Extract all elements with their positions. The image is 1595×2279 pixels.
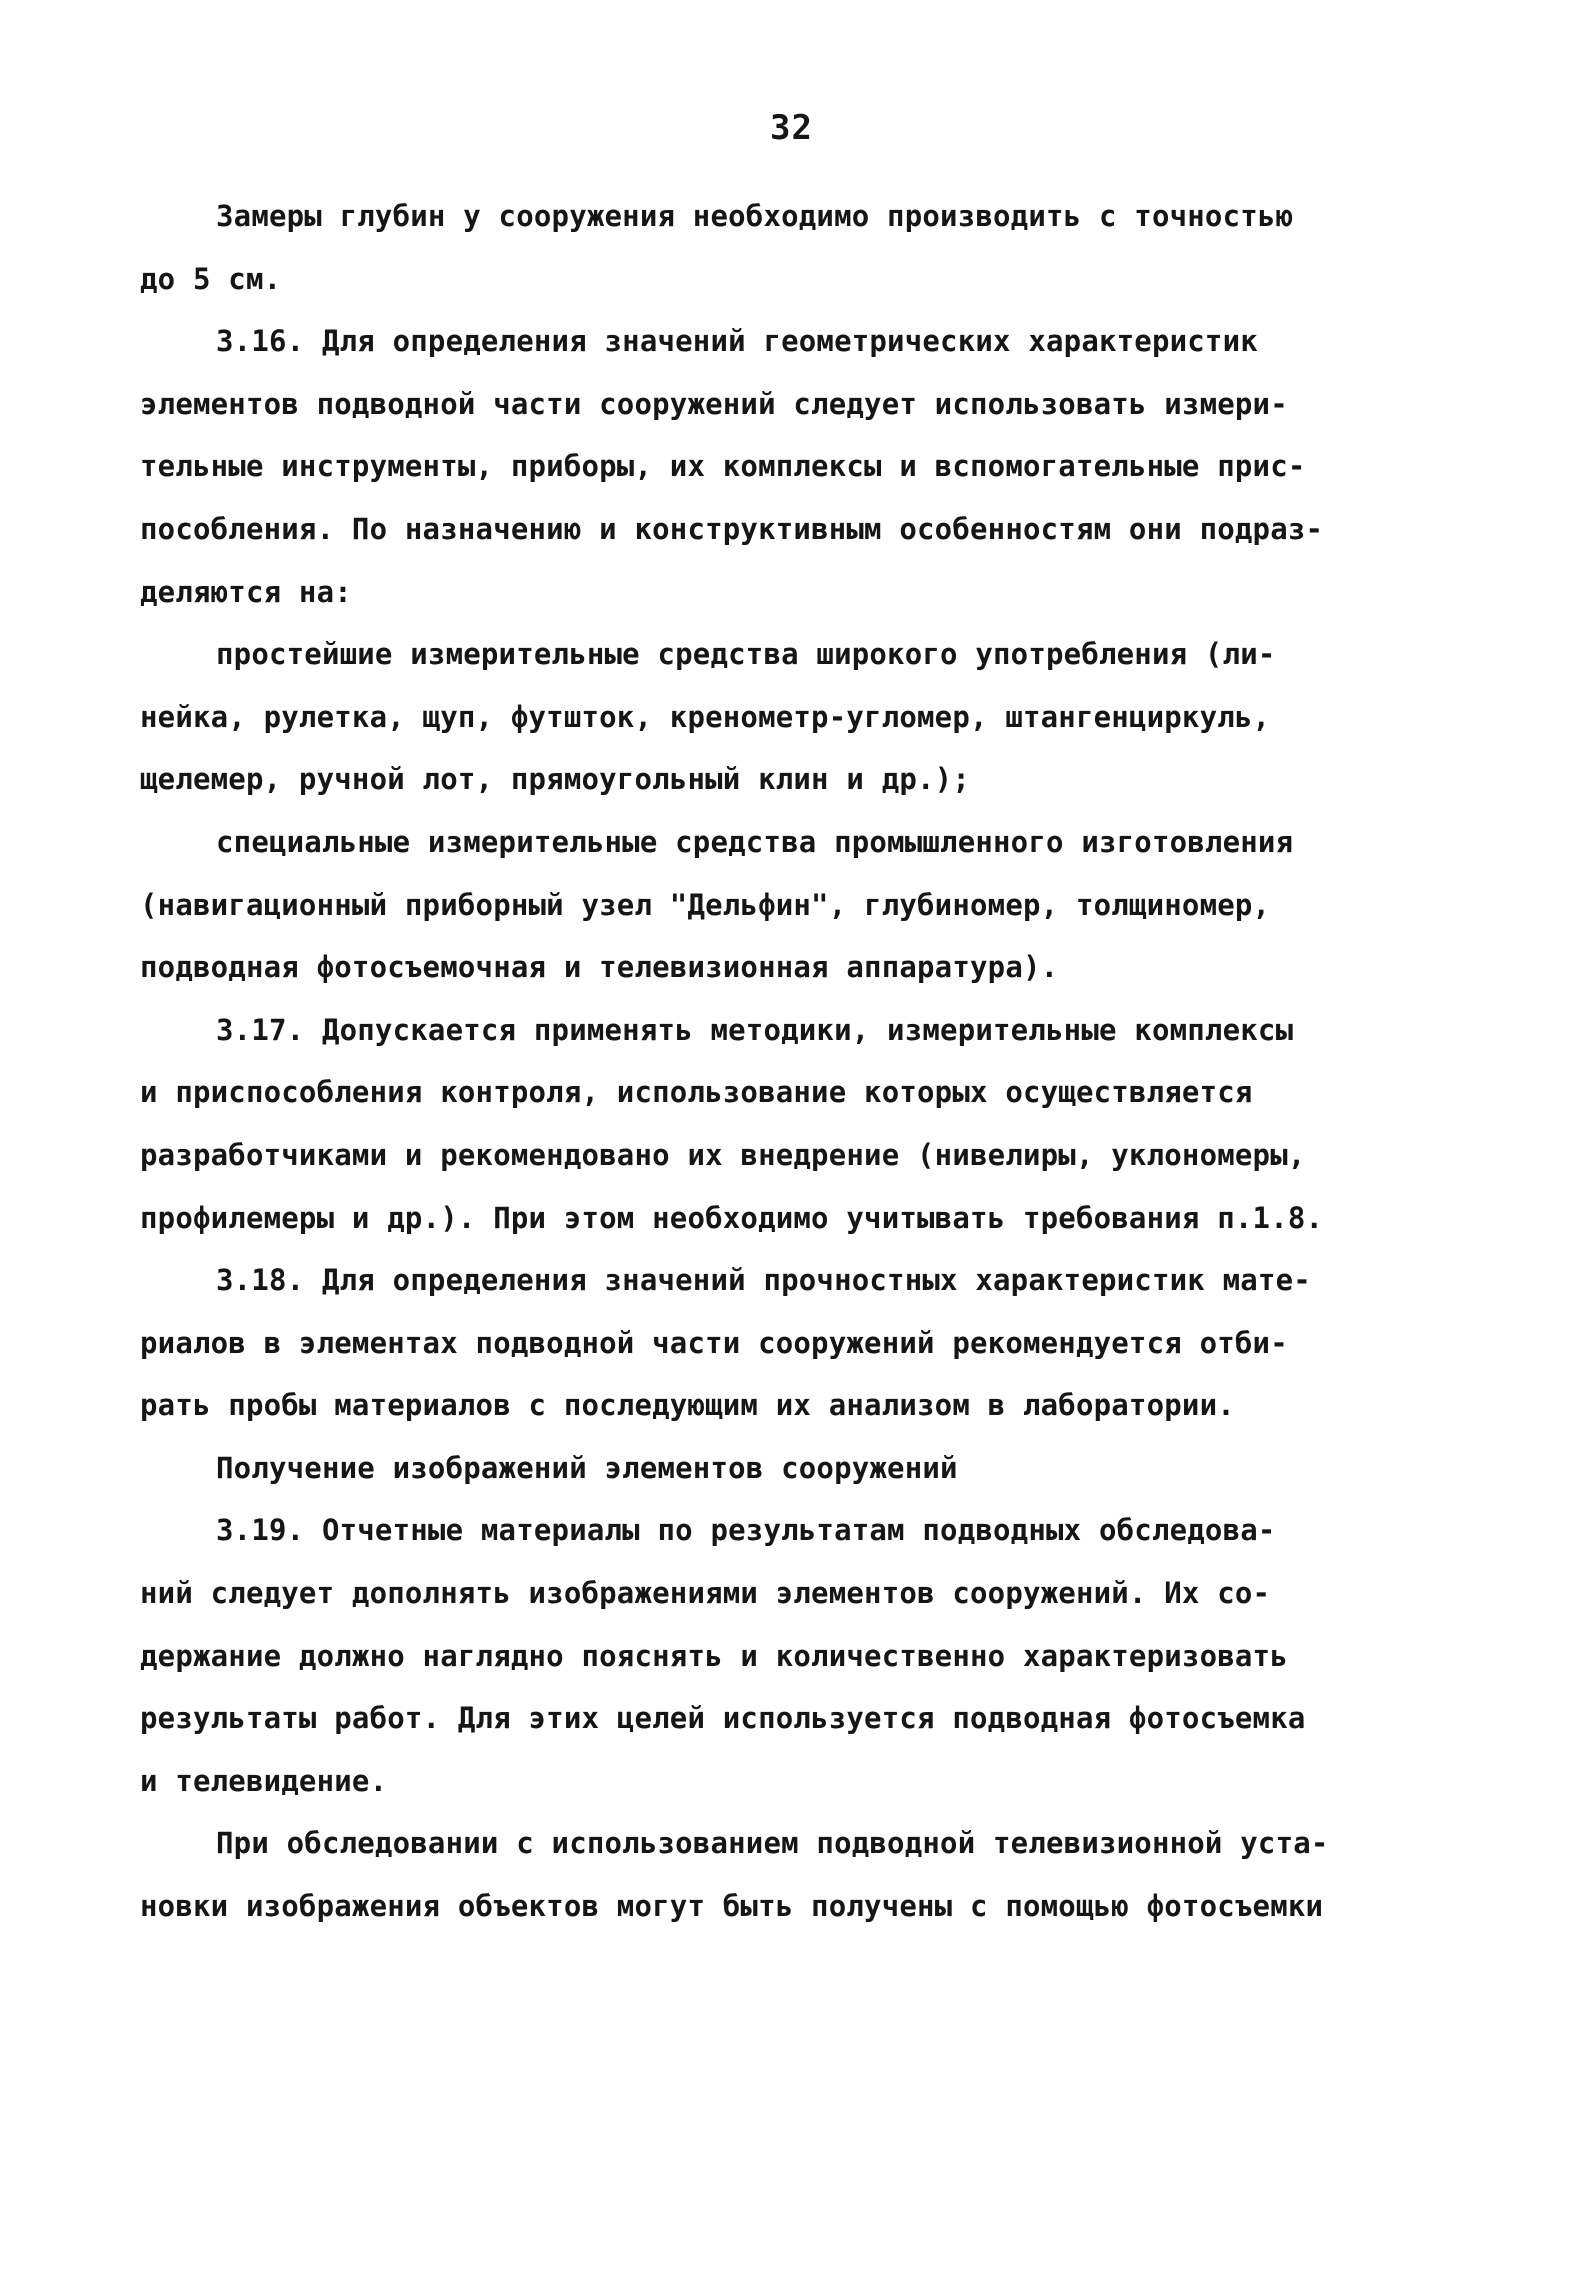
text-line: держание должно наглядно пояснять и количественно характеризовать <box>140 1638 1288 1673</box>
text-line: элементов подводной части сооружений следует использовать измери- <box>140 386 1288 421</box>
text-line: риалов в элементах подводной части сооружений рекомендуется отби- <box>140 1325 1288 1360</box>
text-line: деляются на: <box>140 574 352 609</box>
text-line: ний следует дополнять изображениями элементов сооружений. Их со- <box>140 1576 1271 1611</box>
text-line: Замеры глубин у сооружения необходимо производить с точностью <box>216 199 1294 233</box>
body-text <box>140 185 1445 1938</box>
text-line: и приспособления контроля, использование которых осуществляется <box>140 1075 1253 1110</box>
text-line: подводная фотосъемочная и телевизионная аппаратура). <box>140 950 1059 985</box>
text-line: результаты работ. Для этих целей используется подводная фотосъемка <box>140 1701 1306 1736</box>
text-line: 3.17. Допускается применять методики, измерительные комплексы <box>216 1012 1294 1047</box>
text-line: рать пробы материалов с последующим их анализом в лаборатории. <box>140 1388 1235 1423</box>
text-line: разработчиками и рекомендовано их внедрение (нивелиры, уклономеры, <box>140 1137 1306 1172</box>
text-line: Получение изображений элементов сооружений <box>216 1450 958 1485</box>
text-line: 3.18. Для определения значений прочностных характеристик мате- <box>216 1263 1311 1298</box>
text-line: пособления. По назначению и конструктивным особенностям они подраз- <box>140 511 1324 546</box>
text-line: нейка, рулетка, щуп, футшток, кренометр-угломер, штангенциркуль, <box>140 699 1271 734</box>
text-line: до 5 см. <box>140 261 282 296</box>
text-line: 3.16. Для определения значений геометрических характеристик <box>216 324 1258 359</box>
page-number: 32 <box>770 108 813 148</box>
text-line: и телевидение. <box>140 1763 388 1798</box>
text-line: (навигационный приборный узел "Дельфин", глубиномер, толщиномер, <box>140 887 1271 922</box>
text-line: профилемеры и др.). При этом необходимо учитывать требования п.1.8. <box>140 1200 1324 1235</box>
text-line: щелемер, ручной лот, прямоугольный клин и др.); <box>140 762 970 797</box>
text-line: специальные измерительные средства промышленного изготовления <box>216 824 1294 859</box>
text-line: новки изображения объектов могут быть получены с помощью фотосъемки <box>140 1889 1324 1924</box>
text-line: простейшие измерительные средства широкого употребления (ли- <box>216 637 1276 672</box>
text-line: 3.19. Отчетные материалы по результатам подводных обследова- <box>216 1513 1276 1548</box>
text-line: тельные инструменты, приборы, их комплексы и вспомогательные прис- <box>140 449 1306 484</box>
text-line: При обследовании с использованием подводной телевизионной уста- <box>216 1826 1329 1861</box>
